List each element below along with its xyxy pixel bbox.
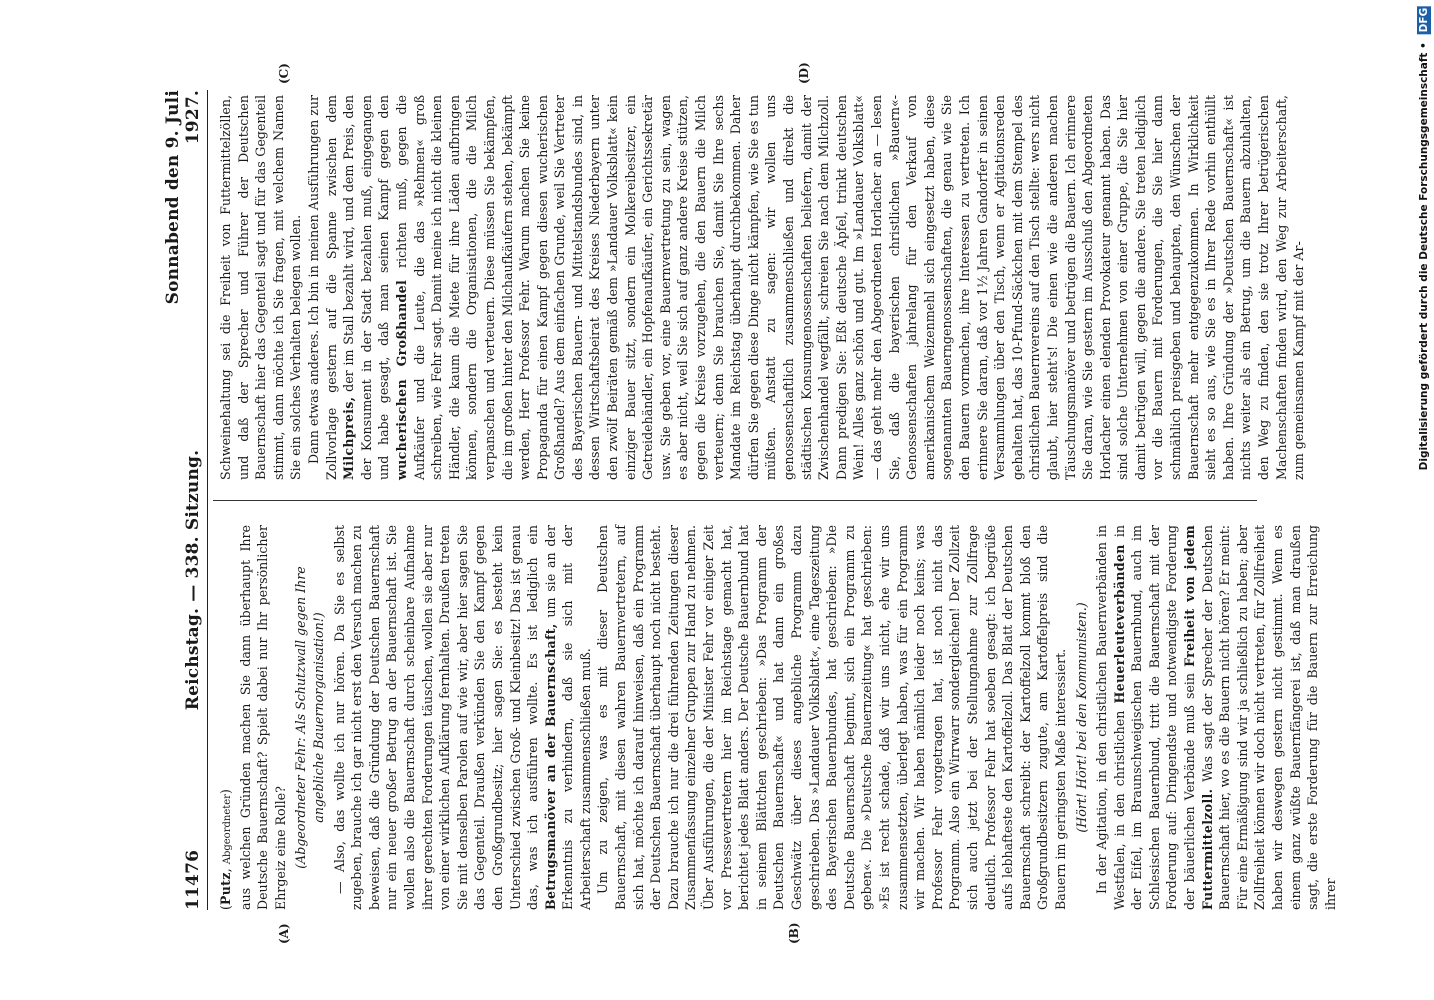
speaker-name: Putz (218, 872, 233, 906)
right-p2-b: der im Stall bezahlt wird, und dem Preis, den der Konsument in der Stadt bezahlen muß, eingegangen und habe gesagt, daß man seinen Kampf gegen den (341, 95, 392, 480)
speaker-line: (Putz, Abgeordneter) (218, 789, 233, 910)
rotated-page (163, 62, 1338, 944)
left-paragraph-3: Um zu zeigen, was es mit dieser Deutschen Bauernschaft, mit diesen wahren Bauernvertretern, auf sich hat, möchte ich darauf hinweisen, daß ein Programm der Deutschen Bauernschaft überhaupt noch nicht besteht. Dazu brauche ich nur die drei führenden Zeitungen dieser Zusammenfassung einzelner Gruppen zur Hand zu nehmen. Über Ausführungen, die der Minister Fehr vor einiger Zeit vor Pressevertretern hier im Reichstage gemacht hat, berichtet jedes Blatt anders. Der Deutsche Bauernbund hat in seinem Blättchen geschrieben: »Das Programm der Deutschen Bauernschaft« und hat dann ein großes Geschwätz über dieses angebliche Programm dazu geschrieben. Das »Landauer Volksblatt«, eine Tageszeitung des Bayerischen Bauernbundes, hat geschrieben: »Die Deutsche Bauernschaft beginnt, sich ein Programm zu geben«. Die »Deutsche Bauernzeitung« hat geschrieben: »Es ist recht schade, daß wir uns nicht, ehe wir uns zusammensetzten, überlegt haben, was für ein Programm wir machen. Wir haben nämlich leider noch keins; was Professor Fehr vorgetragen hat, ist noch nicht das Programm. Also ein Wirrwarr sondergleichen! Der Zollzeit sich auch jetzt bei der Stellungnahme zur Zollfrage deutlich. Professor Fehr hat soeben gesagt: ich begrüße aufs lebhafteste den Kartoffelzoll. Das Blatt der Deutschen Bauernschaft schreibt: der Kartoffelzoll kommt bloß den Großgrundbesitzern zugute, am Kartoffelpreis sind die Bauern im geringsten Maße interessiert. (595, 525, 1068, 910)
column-divider (213, 500, 1257, 501)
left-p4-bold1: Heuerleuteverbänden (1111, 544, 1127, 704)
right-p2-c: richten muß, gegen die Aufkäufer und die Leute, die das »Rehmen« groß schreiben, wie Fehr sagt. Damit meine ich nicht die kleinen Händler, die kaum die Miete für ihre Läden aufbringen können, sondern die Organisationen, die die Milch verpanschen und verteuern. Diese müssen Sie bekämpfen, die im großen hinter den Milchaufkäufern stehen, bekämpft werden, Herr Professor Fehr. Warum machen Sie keine Propaganda für einen Kampf gegen diesen wucherischen Großhandel? Aus dem einfachen Grunde, weil Sie Vertreter des Bayerischen Bauern- und Mittelstandsbundes sind, in dessen Wirtschaftsbeirat des Kreises Niederbayern unter den zwölf Beiräten gemäß dem »Landauer Volksblatt« kein einziger Bauer sitzt, sondern ein Molkereibesitzer, ein Getreidehändler, ein Hopfenaufkäufer, ein Gerichtssekretär usw. Sie geben vor, eine Bauernvertretung zu sein, wagen es aber nicht, weil Sie sich auf ganz andere Kreise stützen, gegen die Kreise vorzugehen, die den Bauern die Milch verteuern; denn Sie brauchen Sie, damit Sie Ihre sechs Mandate im Reichstag überhaupt durchbekommen. Daher dürfen Sie gegen diese Dinge nicht kämpfen, wie Sie es tun müßten. Anstatt zu sagen: wir wollen uns genossenschaftlich zusammenschließen und direkt die städtischen Konsumgenossenschaften beliefern, damit der Zwischenhandel wegfällt, schreien Sie nach dem Milchzoll. Dann predigen Sie: Eßt deutsche Äpfel, trinkt deutschen Wein! Alles ganz schön und gut. Im »Landauer Volksblatt« — das geht mehr den Abgeordneten Horlacher an — lesen Sie, daß die bayerischen christlichen »Bauern«-Genossenschaften jahrelang für den Verkauf von amerikanischem Weizenmehl sich eingesetzt haben, diese sogenannten Bauerngenossenschaften, die genau wie Sie den Bauern vormachen, ihre Interessen zu vertreten. Ich erinnere Sie daran, daß vor 1½ Jahren Gandorfer in seinen Versammlungen über den Tisch, wenn er Agitationsreden gehalten hat, das 10-Pfund-Säckchen mit dem Stempel des christlichen Bauernvereins auf den Tisch stellte: wers nicht glaubt, hier steht's! Die einen wie die anderen machen Täuschungsmanöver und betrügen die Bauern. Ich erinnere Sie daran, wie Sie gestern im Ausschuß den Abgeordneten Horlacher einen elenden Provokateur genannt haben. Das sind solche Unternehmen von einer Gruppe, die Sie hier damit betrügen will, gegen die andere. Sie treten lediglich vor die Bauern mit Forderungen, die Sie hier dann schmählich preisgeben und behaupten, den Wünschen der Bauernschaft mehr entgegenzukommen. In Wirklichkeit sieht es so aus, wie Sie es in Ihrer Rede vorhin enthüllt haben. Ihre Gründung der »Deutschen Bauernschaft« ist nichts weiter als ein Betrug, um die Bauern abzuhalten, den Weg zu finden, den sie trotz Ihrer betrügerischen Machenschaften finden wird, den Weg zur Arbeiterschaft, zum gemeinsamen Kampf mit der Ar- (393, 95, 1307, 480)
page-number: 11476 (183, 849, 203, 910)
interjection-fehr: (Abgeordneter Fehr: Als Schutzwall gegen Ihre angebliche Bauernorganisation!) (293, 566, 326, 869)
header-rule (207, 90, 208, 910)
margin-mark-d: (D) (797, 62, 811, 84)
session-title: Reichstag. — 338. Sitzung. (183, 449, 203, 711)
page-header (163, 90, 203, 910)
left-paragraph-4 (1093, 525, 1339, 910)
right-p2-bold2: wucherischen Großhandel (393, 279, 409, 480)
left-column (217, 525, 1339, 910)
speaker-role: Abgeordneter (222, 794, 233, 865)
margin-mark-c: (C) (277, 63, 291, 84)
margin-mark-a: (A) (277, 923, 291, 944)
dfg-logo: DFG (1418, 8, 1430, 33)
left-paragraph-1: aus welchen Gründen machen Sie dann überhaupt Ihre Deutsche Bauernschaft? Spielt dabei nur Ihr persönlicher Ehrgeiz eine Rolle? (237, 525, 288, 910)
right-paragraph-2 (305, 95, 1308, 480)
left-p2-bold: Betrugsmanöver an der Bauernschaft, (542, 623, 558, 910)
left-p4-tail: Was sagt der Sprecher der Deutschen Bauernschaft hier, wo es die Bauern nicht hören? Er meint: Für eine Ermäßigung sind wir ja schließlich zu haben; aber Zollfreiheit können wir doch nicht vertreten, für Zollfreiheit haben wir deswegen gestern nicht gestimmt. Wenn es einem ganz wüßte Bauernfängerei ist, daß man draußen sagt, die erste Forderung für die Bauern zur Erreichung ihrer (1199, 525, 1338, 910)
left-p4-bold2: Freiheit von jedem Futtermittelzoll. (1182, 525, 1215, 910)
page-content (163, 62, 1338, 944)
right-p2-bold1: Milchpreis, (341, 396, 357, 480)
left-p2-text: — Also, das wollte ich nur hören. Da Sie es selbst zugeben, brauche ich gar nicht erst den Versuch machen zu beweisen, daß die Gründung der Deutschen Bauernschaft nur ein neuer großer Betrug an der Bauernschaft ist. Sie wollen also die Bauernschaft durch scheinbare Aufnahme ihrer gerechten Forderungen täuschen, wollen sie aber nur von einer wirklichen Aufklärung fernhalten. Draußen treten Sie mit denselben Parolen auf wie wir, aber hier sagen Sie das Gegenteil. Draußen verkünden Sie den Kampf gegen den Großgrundbesitz; hier sagen Sie: es besteht kein Unterschied zwischen Groß- und Kleinbesitz! Das ist genau das, was ich ausführen wollte. Es ist lediglich ein (331, 525, 541, 910)
interjection-kommunisten: (Hört! Hört! bei den Kommunisten.) (1073, 602, 1089, 833)
right-paragraph-1: Schweinehaltung sei die Freiheit von Futtermittelzöllen, und daß der Sprecher und Führer der Deutschen Bauernschaft hier das Gegenteil sagt und für das Gegenteil stimmt, dann möchte ich Sie fragen, mit welchem Namen Sie ein solches Verhalten belegen wollen. (218, 95, 304, 480)
left-p4-text: In der Agitation, in den christlichen Bauernverbänden in Westfalen, in den christlichen (1094, 525, 1127, 910)
right-column (217, 95, 1308, 480)
credit-text: Digitalisierung gefördert durch die Deutsche Forschungsgemeinschaft • (1418, 42, 1430, 471)
margin-mark-b: (B) (787, 922, 801, 944)
left-p2-tail: um sie an der Erkenntnis zu verhindern, daß sie sich mit der Arbeiterschaft zusammenschließen muß. (542, 525, 593, 910)
left-p4-mid: in der Eifel, im Braunschweigischen Bauernbund, auch im Schlesischen Bauernbund, tritt die Bauernschaft mit der Forderung auf: Dringendste und notwendigste Forderung der bäuerlichen Verbände muß sein (1111, 524, 1198, 910)
right-p2-a: Dann etwas anderes. Ich bin in meinen Ausführungen zur Zollvorlage gestern auf die Spanne zwischen dem (305, 95, 339, 480)
left-paragraph-2 (331, 525, 595, 910)
digitization-credit (1418, 6, 1430, 470)
session-date: Sonnabend den 9. Juli 1927. (163, 90, 203, 305)
